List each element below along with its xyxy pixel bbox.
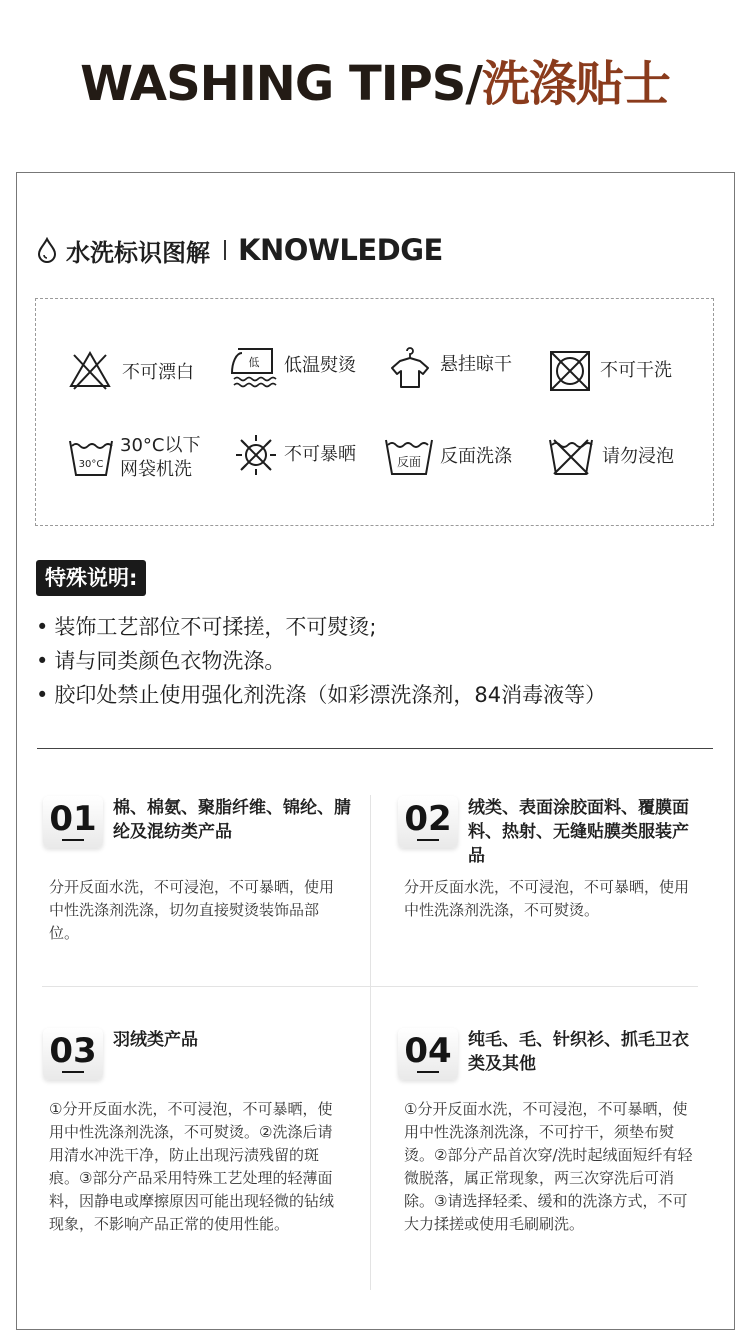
card-description: 分开反面水洗，不可浸泡，不可暴晒，使用中性洗涤剂洗涤，切勿直接熨烫装饰品部位。 <box>49 878 335 942</box>
section-divider <box>37 748 713 749</box>
knowledge-title-zh: 水洗标识图解 <box>66 238 210 267</box>
special-note-item: • 请与同类颜色衣物洗涤。 <box>36 644 726 678</box>
grid-horizontal-divider <box>42 986 698 987</box>
card-number: 03 <box>49 1031 97 1071</box>
special-note-item: • 胶印处禁止使用强化剂洗涤（如彩漂洗涤剂，84消毒液等） <box>36 678 726 712</box>
card-description: ①分开反面水洗，不可浸泡，不可暴晒，使用中性洗涤剂洗涤，不可熨烫。②洗涤后请用清水冲洗干净，防止出现污渍残留的斑痕。③部分产品采用特殊工艺处理的轻薄面料，因静电或摩擦原因可能出现轻微的钻绒现象，不影响产品正常的使用性能。 <box>49 1100 335 1233</box>
special-note-item: • 装饰工艺部位不可揉搓，不可熨烫; <box>36 610 726 644</box>
symbol-hang-dry <box>388 341 512 389</box>
page-title-en: WASHING TIPS/ <box>80 56 482 112</box>
card-number-underline <box>62 839 84 841</box>
symbol-no-bleach <box>68 349 194 391</box>
low-temp-iron-icon <box>228 343 278 389</box>
knowledge-heading <box>36 230 443 270</box>
symbol-label-line1: 30°C以下 <box>120 435 201 456</box>
symbol-no-sun <box>234 432 356 478</box>
card-description: 分开反面水洗，不可浸泡，不可暴晒，使用中性洗涤剂洗涤，不可熨烫。 <box>404 878 690 919</box>
symbol-wash-inside-out <box>384 436 512 478</box>
wash-30-icon <box>68 437 114 479</box>
iron-inner-label: 低 <box>248 356 260 369</box>
no-soak-icon <box>548 436 594 478</box>
symbol-low-temp-iron <box>228 343 356 389</box>
card-number-badge <box>43 1028 103 1080</box>
symbol-label: 不可干洗 <box>600 360 672 381</box>
symbol-label: 请勿浸泡 <box>602 446 674 467</box>
card-number: 02 <box>404 799 452 839</box>
hang-dry-icon <box>388 341 432 389</box>
symbol-wash-30 <box>68 434 200 482</box>
symbol-label: 反面洗涤 <box>440 446 512 467</box>
symbol-label-line2: 网袋机洗 <box>120 459 192 480</box>
no-dry-clean-icon <box>548 349 592 393</box>
symbol-label: 悬挂晾干 <box>440 354 512 375</box>
page-title-zh: 洗涤贴士 <box>481 56 670 112</box>
water-drop-icon <box>36 237 58 263</box>
card-number: 01 <box>49 799 97 839</box>
special-notes-list <box>36 610 726 712</box>
card-number-badge <box>398 1028 458 1080</box>
symbol-label: 不可暴晒 <box>284 444 356 465</box>
card-title: 纯毛、毛、针织衫、抓毛卫衣类及其他 <box>468 1030 689 1074</box>
title-divider <box>224 240 226 260</box>
care-symbols-panel <box>35 298 714 526</box>
symbol-no-soak <box>548 436 674 478</box>
card-title: 棉、棉氨、聚脂纤维、锦纶、腈纶及混纺类产品 <box>113 798 351 842</box>
wash-inside-out-icon <box>384 436 434 478</box>
grid-vertical-divider <box>370 795 371 1290</box>
symbol-label: 低温熨烫 <box>284 355 356 376</box>
card-description: ①分开反面水洗，不可浸泡，不可暴晒，使用中性洗涤剂洗涤，不可拧干，须垫布熨烫。②部分产品首次穿/洗时起绒面短纤有轻微脱落，属正常现象，两三次穿洗后可消除。③请选择轻柔、缓和的洗涤方式，不可大力揉搓或使用毛刷刷洗。 <box>404 1100 693 1233</box>
no-sun-icon <box>234 432 278 478</box>
symbol-label-group <box>120 434 200 482</box>
care-card-03 <box>43 1028 353 1268</box>
knowledge-title-en: KNOWLEDGE <box>238 233 443 267</box>
inside-out-inner-label: 反面 <box>396 455 422 469</box>
no-bleach-icon <box>68 349 112 391</box>
card-number-underline <box>62 1071 84 1073</box>
care-card-01 <box>43 796 353 966</box>
card-number: 04 <box>404 1031 452 1071</box>
card-title: 羽绒类产品 <box>113 1030 198 1050</box>
symbol-label: 不可漂白 <box>122 362 194 383</box>
card-number-badge <box>43 796 103 848</box>
card-number-badge <box>398 796 458 848</box>
wash-30-inner-label: 30°C <box>78 459 104 470</box>
care-card-02 <box>398 796 708 966</box>
special-notes-title: 特殊说明: <box>36 560 146 596</box>
card-number-underline <box>417 1071 439 1073</box>
symbol-no-dry-clean <box>548 349 672 393</box>
card-number-underline <box>417 839 439 841</box>
care-card-04 <box>398 1028 708 1288</box>
page-title <box>0 52 750 116</box>
card-title: 绒类、表面涂胶面料、覆膜面料、热射、无缝贴膜类服装产品 <box>468 798 689 866</box>
